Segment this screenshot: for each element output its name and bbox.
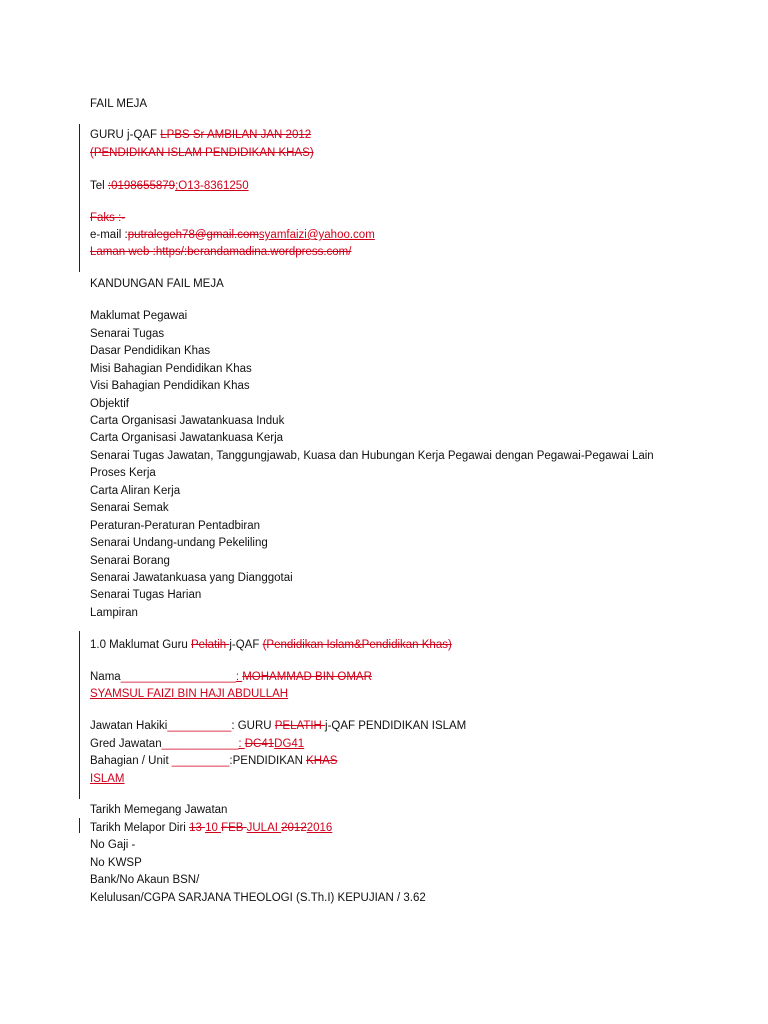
faks-line bbox=[90, 211, 125, 225]
guru-label: GURU j-QAF bbox=[90, 129, 161, 141]
kwsp-line: No KWSP bbox=[90, 857, 142, 869]
jawatan-label: Jawatan Hakiki bbox=[90, 720, 168, 732]
change-bar bbox=[79, 124, 80, 272]
guru-deleted-text: LPBS Sr AMBILAN JAN 2012 bbox=[160, 129, 312, 141]
email-inserted: syamfaizi@yahoo.com bbox=[258, 229, 375, 241]
bahagian-blank: _________ bbox=[171, 755, 230, 767]
email-label: e-mail : bbox=[90, 229, 128, 241]
melapor-inserted-1: 10 bbox=[205, 822, 222, 834]
nama-line bbox=[90, 670, 372, 684]
contents-item: Senarai Undang-undang Pekeliling bbox=[90, 537, 268, 549]
tel-deleted: :0198655879 bbox=[107, 180, 176, 192]
contents-item: Objektif bbox=[90, 398, 129, 410]
contents-item: Lampiran bbox=[90, 607, 138, 619]
contents-item: Dasar Pendidikan Khas bbox=[90, 345, 211, 357]
contents-item: Misi Bahagian Pendidikan Khas bbox=[90, 363, 252, 375]
nama-deleted: MOHAMMAD BIN OMAR bbox=[242, 671, 372, 683]
bahagian-label: Bahagian / Unit bbox=[90, 755, 172, 767]
gred-inserted: DG41 bbox=[274, 738, 305, 750]
nama-colon: : bbox=[235, 671, 243, 683]
gred-label: Gred Jawatan bbox=[90, 738, 162, 750]
faks-deleted: Faks :- bbox=[90, 212, 126, 224]
nama-line-2 bbox=[90, 687, 288, 701]
contents-item: Senarai Borang bbox=[90, 555, 170, 567]
contents-item: Carta Organisasi Jawatankuasa Kerja bbox=[90, 432, 284, 444]
memegang-line: Tarikh Memegang Jawatan bbox=[90, 804, 228, 816]
section-heading bbox=[90, 638, 452, 652]
bahagian-line bbox=[90, 754, 337, 768]
jawatan-blank: __________ bbox=[167, 720, 232, 732]
contents-item: Carta Organisasi Jawatankuasa Induk bbox=[90, 415, 285, 427]
section-heading-a: 1.0 Maklumat Guru bbox=[90, 639, 191, 651]
nama-blank: __________________ bbox=[120, 671, 236, 683]
contents-item: Maklumat Pegawai bbox=[90, 310, 188, 322]
section-heading-deleted-2: (Pendidikan Islam&Pendidikan Khas) bbox=[262, 639, 452, 651]
nama-label: Nama bbox=[90, 671, 121, 683]
contents-item: Senarai Tugas bbox=[90, 328, 165, 340]
melapor-deleted-1: 13 bbox=[189, 822, 206, 834]
contents-item: Visi Bahagian Pendidikan Khas bbox=[90, 380, 250, 392]
guru-line-2 bbox=[90, 146, 314, 160]
email-deleted: putralegeh78@gmail.com bbox=[127, 229, 259, 241]
contents-heading: KANDUNGAN FAIL MEJA bbox=[90, 278, 224, 290]
melapor-inserted-2: JULAI bbox=[246, 822, 282, 834]
jawatan-deleted: PELATIH bbox=[274, 720, 326, 732]
tel-inserted: ;O13-8361250 bbox=[175, 180, 249, 192]
web-line bbox=[90, 245, 351, 259]
contents-item: Carta Aliran Kerja bbox=[90, 485, 181, 497]
tel-label: Tel bbox=[90, 180, 108, 192]
document-title: FAIL MEJA bbox=[90, 98, 148, 110]
kelulusan-line: Kelulusan/CGPA SARJANA THEOLOGI (S.Th.I) KEPUJIAN / 3.62 bbox=[90, 892, 426, 904]
nama-inserted: SYAMSUL FAIZI BIN HAJI ABDULLAH bbox=[90, 688, 289, 700]
bank-line: Bank/No Akaun BSN/ bbox=[90, 874, 200, 886]
gred-blank: ____________ bbox=[161, 738, 239, 750]
section-heading-deleted-1: Pelatih bbox=[190, 639, 230, 651]
contents-item: Senarai Jawatankuasa yang Dianggotai bbox=[90, 572, 293, 584]
jawatan-line bbox=[90, 719, 466, 733]
guru-line bbox=[90, 128, 311, 142]
melapor-label: Tarikh Melapor Diri bbox=[90, 822, 190, 834]
jawatan-b: j-QAF PENDIDIKAN ISLAM bbox=[325, 720, 467, 732]
gred-line bbox=[90, 737, 304, 751]
gred-deleted: DC41 bbox=[244, 738, 275, 750]
contents-item: Senarai Semak bbox=[90, 502, 169, 514]
contents-item: Senarai Tugas Harian bbox=[90, 589, 202, 601]
melapor-deleted-2: FEB bbox=[221, 822, 247, 834]
melapor-inserted-3: 2016 bbox=[306, 822, 333, 834]
melapor-line bbox=[90, 821, 332, 835]
section-heading-b: j-QAF bbox=[229, 639, 263, 651]
guru-deleted-text-2: (PENDIDIKAN ISLAM PENDIDIKAN KHAS) bbox=[90, 147, 314, 159]
jawatan-a: : GURU bbox=[231, 720, 275, 732]
gaji-line: No Gaji - bbox=[90, 839, 136, 851]
gred-colon: : bbox=[238, 738, 245, 750]
bahagian-inserted: ISLAM bbox=[90, 773, 125, 785]
contents-item: Peraturan-Peraturan Pentadbiran bbox=[90, 520, 261, 532]
bahagian-a: :PENDIDIKAN bbox=[229, 755, 307, 767]
contents-item: Senarai Tugas Jawatan, Tanggungjawab, Kuasa dan Hubungan Kerja Pegawai dengan Pegawai-Pegawai Lain bbox=[90, 450, 654, 462]
web-deleted: Laman web :https/:berandamadina.wordpress.com/ bbox=[90, 246, 352, 258]
change-bar bbox=[79, 818, 80, 833]
bahagian-line-2 bbox=[90, 772, 125, 786]
bahagian-deleted: KHAS bbox=[306, 755, 338, 767]
change-bar bbox=[79, 631, 80, 799]
tel-line bbox=[90, 179, 249, 193]
contents-item: Proses Kerja bbox=[90, 467, 156, 479]
email-line bbox=[90, 228, 375, 242]
melapor-deleted-3: 2012 bbox=[281, 822, 307, 834]
